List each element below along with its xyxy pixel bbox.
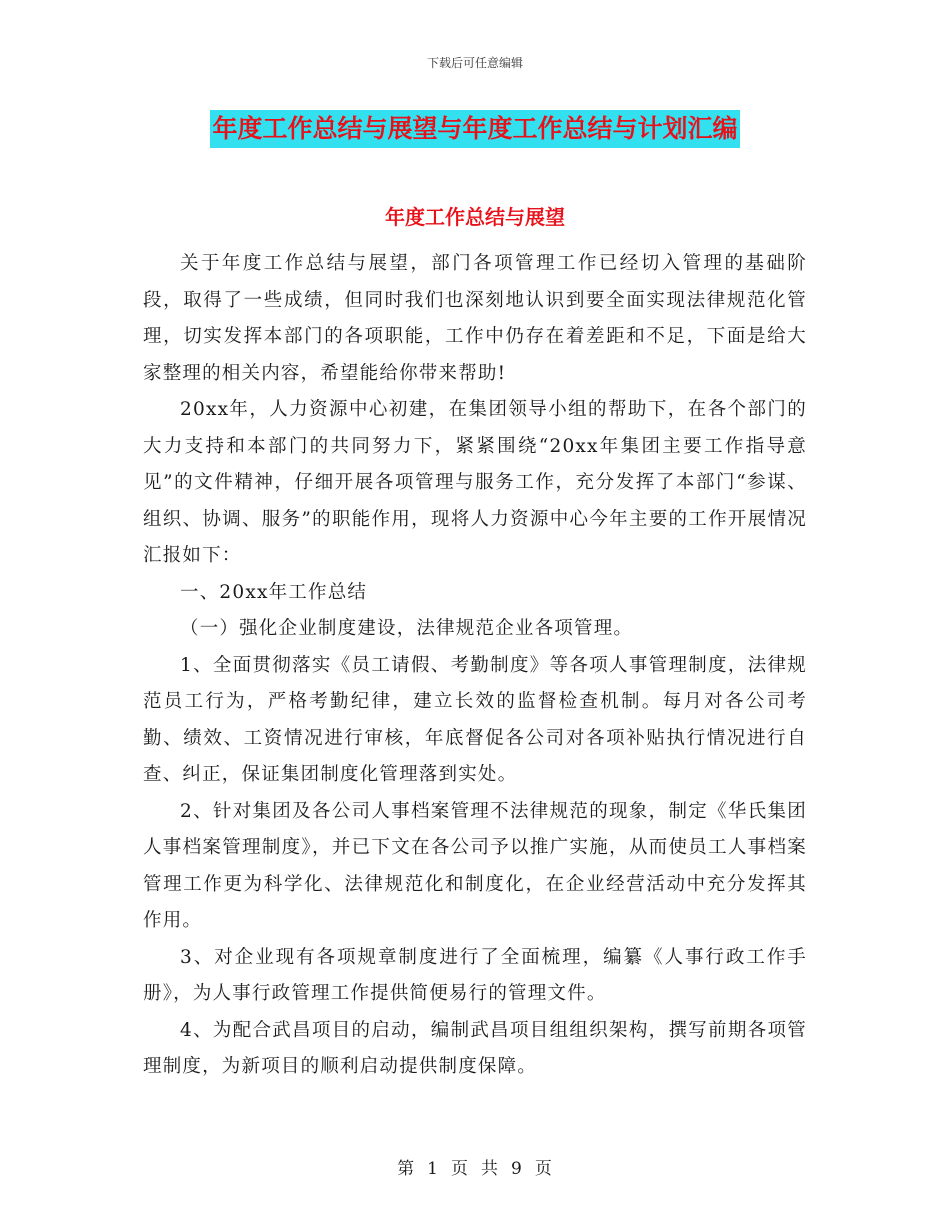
- paragraph: 关于年度工作总结与展望，部门各项管理工作已经切入管理的基础阶段，取得了一些成绩，但同时我们也深刻地认识到要全面实现法律规范化管理，切实发挥本部门的各项职能，工作中仍存在着差距和不足，下面是给大家整理的相关内容，希望能给你带来帮助!: [143, 253, 807, 384]
- paragraph: 4、为配合武昌项目的启动，编制武昌项目组组织架构，撰写前期各项管理制度，为新项目的顺利启动提供制度保障。: [143, 1019, 807, 1077]
- subsection-heading: （一）强化企业制度建设，法律规范企业各项管理。: [180, 618, 634, 639]
- document-body: [143, 246, 807, 1086]
- total-label: 共: [481, 1159, 499, 1179]
- main-title-container: [0, 110, 950, 148]
- page-footer: [0, 1154, 950, 1179]
- total-pages: 9: [511, 1159, 523, 1179]
- page-unit: 页: [451, 1159, 469, 1179]
- section-title: 年度工作总结与展望: [385, 205, 565, 229]
- main-title: 年度工作总结与展望与年度工作总结与计划汇编: [210, 110, 739, 148]
- paragraph: 20xx年，人力资源中心初建，在集团领导小组的帮助下，在各个部门的大力支持和本部门的共同努力下，紧紧围绕“20xx年集团主要工作指导意见”的文件精神，仔细开展各项管理与服务工作，充分发挥了本部门“参谋、组织、协调、服务”的职能作用，现将人力资源中心今年主要的工作开展情况汇报如下：: [143, 399, 807, 566]
- paragraph: 3、对企业现有各项规章制度进行了全面梳理，编纂《人事行政工作手册》，为人事行政管理工作提供简便易行的管理文件。: [143, 946, 807, 1004]
- section-heading: 一、20xx年工作总结: [180, 581, 368, 603]
- paragraph: 1、全面贯彻落实《员工请假、考勤制度》等各项人事管理制度，法律规范员工行为，严格考勤纪律，建立长效的监督检查机制。每月对各公司考勤、绩效、工资情况进行审核，年底督促各公司对各项补贴执行情况进行自查、纠正，保证集团制度化管理落到实处。: [143, 654, 807, 785]
- total-unit: 页: [534, 1159, 553, 1179]
- page-number: 1: [427, 1159, 439, 1179]
- paragraph: 2、针对集团及各公司人事档案管理不法律规范的现象，制定《华氏集团人事档案管理制度》，并已下文在各公司予以推广实施，从而使员工人事档案管理工作更为科学化、法律规范化和制度化，在企业经营活动中充分发挥其作用。: [143, 800, 807, 931]
- page-label: 第: [397, 1159, 416, 1179]
- header-note: 下载后可任意编辑: [426, 56, 523, 70]
